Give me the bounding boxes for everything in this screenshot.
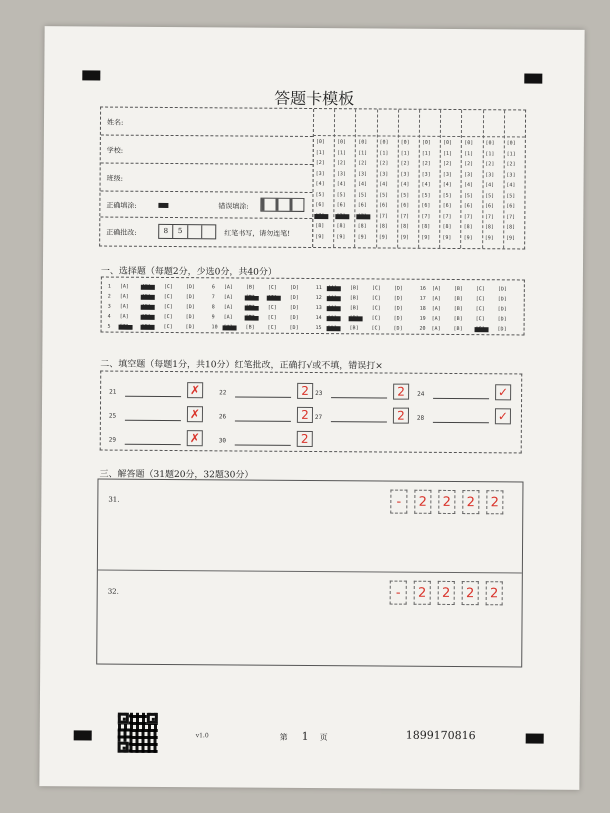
id-bubble: [4] <box>336 181 346 188</box>
mc-option: [A] <box>223 314 233 321</box>
mc-question-number: 20 <box>419 325 426 332</box>
grade-mark: 2 <box>393 408 409 424</box>
essay-score-digit: 2 <box>414 490 431 514</box>
student-id-grid <box>312 109 525 248</box>
id-bubble: [3] <box>464 171 474 178</box>
mc-option-filled <box>141 325 155 330</box>
mc-option: [D] <box>497 326 507 333</box>
grade-mark: ✓ <box>495 408 511 424</box>
id-bubble: [9] <box>399 234 410 241</box>
id-bubble: [1] <box>336 149 347 156</box>
mc-option: [A] <box>431 305 441 312</box>
id-bubble: [0] <box>506 140 516 147</box>
id-bubble: [2] <box>315 160 325 167</box>
id-bubble: [5] <box>400 192 410 199</box>
correct-fill-label: 正确填涂: <box>106 201 137 210</box>
id-bubble: [4] <box>463 182 474 189</box>
correct-grade-label: 正确批改: <box>106 228 137 237</box>
mc-option: [C] <box>371 315 381 322</box>
mc-option: [D] <box>497 286 507 293</box>
wrong-fill-samples <box>260 198 304 212</box>
id-bubble: [0] <box>421 139 431 146</box>
id-bubble: [1] <box>400 150 410 157</box>
id-bubble: [7] <box>421 213 431 220</box>
mc-option: [C] <box>267 324 277 331</box>
id-bubble: [8] <box>484 224 494 231</box>
mc-option: [B] <box>453 295 463 303</box>
mc-option-filled <box>245 296 259 301</box>
mc-option: [B] <box>349 285 359 292</box>
page-prefix: 第 <box>279 732 288 742</box>
id-bubble: [7] <box>506 213 516 220</box>
id-bubble: [9] <box>357 233 367 240</box>
id-bubble: [7] <box>442 213 452 220</box>
id-bubble: [4] <box>421 181 431 188</box>
mc-option: [C] <box>371 325 381 332</box>
essay-score-digit: 2 <box>438 490 455 514</box>
mc-option: [D] <box>393 325 403 332</box>
blank-answer-line <box>235 444 291 445</box>
id-bubble: [0] <box>400 139 410 146</box>
mc-question-number: 12 <box>315 295 322 302</box>
mc-option: [D] <box>185 304 195 311</box>
id-bubble: [3] <box>379 170 389 178</box>
section2-heading: 二、填空题（每题1分，共10分）红笔批改，正确打√或不填，错误打× <box>100 359 383 372</box>
mc-option-filled <box>119 325 133 330</box>
id-bubble: [4] <box>506 182 516 189</box>
mc-question-number: 11 <box>315 285 322 292</box>
id-bubble: [9] <box>442 234 452 241</box>
id-bubble: [0] <box>379 139 389 146</box>
blank-answer-line <box>433 398 489 399</box>
score-digit: 8 <box>159 225 173 238</box>
mc-option-filled <box>475 327 489 332</box>
mc-option: [B] <box>349 295 359 302</box>
mc-option: [C] <box>371 295 381 302</box>
score-boxes <box>158 224 216 239</box>
id-bubble: [9] <box>463 234 473 241</box>
mc-option: [D] <box>185 294 195 301</box>
mc-question-number: 4 <box>107 313 111 320</box>
grade-mark: 2 <box>393 384 409 400</box>
id-bubble: [8] <box>506 224 516 231</box>
school-label: 学校: <box>106 146 124 155</box>
blank-number: 24 <box>417 390 425 398</box>
id-bubble: [4] <box>357 181 368 188</box>
id-bubble: [8] <box>421 223 431 230</box>
mc-option: [C] <box>475 306 485 313</box>
id-bubble: [2] <box>485 161 495 168</box>
id-bubble: [5] <box>315 191 325 198</box>
id-bubble: [8] <box>442 223 452 230</box>
mc-option: [C] <box>163 283 173 291</box>
id-bubble: [4] <box>379 181 389 188</box>
essay-score-digit: 2 <box>462 490 479 514</box>
essay-score-digit: - <box>390 581 407 605</box>
id-bubble: [6] <box>400 202 410 209</box>
blank-answer-line <box>331 421 387 422</box>
mc-option: [B] <box>245 284 255 291</box>
id-bubble-filled <box>314 214 328 219</box>
mc-option-filled <box>141 305 155 310</box>
mc-option-filled <box>223 325 237 330</box>
mc-question-number: 1 <box>107 283 111 290</box>
mc-option-filled <box>327 286 341 291</box>
grade-mark: ✗ <box>187 430 203 446</box>
id-bubble: [2] <box>379 160 389 167</box>
mc-option: [B] <box>349 325 359 332</box>
id-column <box>461 110 463 248</box>
blank-answer-line <box>235 396 291 397</box>
mc-option: [D] <box>289 324 299 331</box>
mc-question-number: 13 <box>315 305 322 312</box>
id-bubble: [8] <box>315 223 325 230</box>
mc-option: [A] <box>119 313 129 320</box>
id-bubble: [6] <box>315 202 325 209</box>
id-bubble: [4] <box>485 182 495 189</box>
mc-option: [C] <box>163 293 173 301</box>
id-bubble: [5] <box>421 192 431 199</box>
mc-option: [A] <box>431 285 441 292</box>
mc-option: [D] <box>393 285 403 292</box>
mc-option: [A] <box>431 325 441 332</box>
id-column <box>397 110 399 248</box>
mc-option: [D] <box>185 284 195 291</box>
id-bubble: [1] <box>442 150 453 157</box>
id-bubble: [5] <box>379 191 389 199</box>
id-bubble: [8] <box>378 223 388 230</box>
blank-number: 30 <box>218 437 227 445</box>
id-bubble: [3] <box>358 170 368 177</box>
id-bubble: [7] <box>400 213 410 220</box>
score-digit <box>188 225 202 238</box>
blank-answer-line <box>433 422 489 423</box>
registration-mark-tl <box>82 70 100 80</box>
essay-score-digit: 2 <box>414 581 431 605</box>
id-bubble: [6] <box>484 203 495 210</box>
mc-option: [D] <box>289 294 299 301</box>
grade-mark: 2 <box>297 383 313 399</box>
mc-option: [D] <box>185 324 195 331</box>
registration-mark-br <box>526 734 544 744</box>
mc-option-filled <box>327 316 341 321</box>
mc-option-filled <box>141 295 155 300</box>
id-bubble: [0] <box>443 139 453 146</box>
page-number: 1 <box>301 729 309 743</box>
id-bubble: [3] <box>400 171 410 178</box>
blank-answer-line <box>331 397 387 398</box>
mc-question-number: 6 <box>211 284 215 291</box>
id-bubble: [8] <box>400 223 410 230</box>
q31-label: 31. <box>108 495 120 504</box>
grade-mark: 2 <box>297 407 313 423</box>
id-bubble: [0] <box>337 139 347 146</box>
id-bubble: [3] <box>442 171 452 178</box>
mc-option: [C] <box>267 284 277 291</box>
id-bubble: [5] <box>463 192 473 199</box>
mc-question-number: 5 <box>107 323 111 330</box>
id-bubble: [2] <box>358 160 368 167</box>
id-bubble: [9] <box>505 234 516 241</box>
id-bubble: [3] <box>336 170 346 177</box>
id-column <box>503 110 505 248</box>
blank-number: 26 <box>218 413 227 421</box>
blank-number: 28 <box>416 414 425 422</box>
id-bubble: [2] <box>336 160 346 167</box>
blank-number: 21 <box>109 388 117 396</box>
mc-option: [D] <box>289 284 299 291</box>
id-bubble: [6] <box>378 202 389 209</box>
id-bubble: [1] <box>421 150 431 157</box>
mc-option-filled <box>349 316 363 321</box>
mc-question-number: 3 <box>107 303 111 310</box>
page-suffix: 页 <box>319 733 328 743</box>
blank-number: 22 <box>219 389 227 397</box>
id-bubble: [0] <box>485 140 495 147</box>
mc-option: [D] <box>393 315 403 322</box>
blank-number: 27 <box>314 414 323 422</box>
id-bubble: [8] <box>463 224 473 231</box>
essay-box <box>96 479 523 668</box>
blank-answer-line <box>125 420 181 421</box>
registration-mark-tr <box>524 73 542 83</box>
id-bubble: [4] <box>400 181 410 188</box>
mc-option-filled <box>267 296 281 301</box>
mc-option: [D] <box>497 316 507 323</box>
fill-blank-box <box>100 371 523 454</box>
id-bubble: [9] <box>421 234 431 241</box>
id-bubble: [9] <box>378 233 388 241</box>
mc-question-number: 10 <box>211 324 218 331</box>
mc-option: [C] <box>267 304 277 311</box>
mc-option: [B] <box>453 285 463 293</box>
blank-answer-line <box>125 444 181 445</box>
qr-code <box>118 713 158 753</box>
mc-option: [D] <box>497 296 507 303</box>
grade-mark: ✓ <box>495 384 511 400</box>
id-bubble: [6] <box>463 203 473 210</box>
grade-mark: ✗ <box>187 382 203 398</box>
id-bubble: [6] <box>506 203 516 210</box>
id-column <box>312 109 314 247</box>
mc-option: [C] <box>163 323 173 331</box>
essay-score-digit: 2 <box>486 581 503 605</box>
score-digit <box>202 225 215 238</box>
wrong-fill-label: 错误填涂: <box>218 202 249 211</box>
id-bubble: [9] <box>484 234 494 241</box>
id-bubble: [1] <box>506 150 516 157</box>
mc-option: [C] <box>371 305 381 312</box>
class-label: 班级: <box>106 174 123 183</box>
mc-question-number: 8 <box>211 304 215 311</box>
mc-option: [C] <box>475 316 485 323</box>
essay-score-digit: 2 <box>486 490 503 514</box>
id-column <box>333 109 335 247</box>
answer-sheet <box>39 26 584 790</box>
id-column <box>376 109 378 247</box>
mc-option: [A] <box>223 304 233 311</box>
mc-option-filled <box>327 306 341 311</box>
multiple-choice-box <box>101 277 525 336</box>
blank-number: 29 <box>108 436 117 444</box>
blank-number: 23 <box>315 390 323 398</box>
id-bubble: [3] <box>421 171 431 178</box>
mc-option: [C] <box>475 286 485 293</box>
registration-mark-bl <box>74 730 92 740</box>
section3-heading: 三、解答题（31题20分，32题30分） <box>99 469 254 481</box>
id-bubble: [8] <box>336 223 346 230</box>
id-bubble: [0] <box>464 140 474 147</box>
id-bubble: [9] <box>315 233 325 240</box>
id-bubble: [8] <box>357 223 367 230</box>
grade-mark: 2 <box>297 431 313 447</box>
mc-option: [A] <box>223 294 233 301</box>
mc-option: [A] <box>431 315 441 322</box>
score-digit: 5 <box>173 225 187 238</box>
q32-label: 32. <box>107 587 119 596</box>
mc-option: [B] <box>245 324 255 331</box>
mc-option: [B] <box>349 305 359 312</box>
blank-number: 25 <box>108 412 117 420</box>
essay-score-digit: 2 <box>438 581 455 605</box>
mc-option: [A] <box>119 303 129 310</box>
mc-question-number: 2 <box>107 293 111 300</box>
id-bubble: [3] <box>315 170 325 177</box>
id-bubble: [3] <box>485 171 495 178</box>
id-bubble: [2] <box>464 161 474 168</box>
id-bubble: [2] <box>506 161 516 168</box>
id-bubble: [1] <box>379 149 389 157</box>
id-bubble: [9] <box>336 233 346 240</box>
info-box <box>99 107 526 250</box>
mc-option-filled <box>141 285 155 290</box>
id-bubble: [5] <box>442 192 452 199</box>
id-bubble: [5] <box>485 192 495 199</box>
id-bubble: [7] <box>378 212 388 220</box>
id-bubble: [0] <box>358 139 368 146</box>
mc-option: [D] <box>289 304 299 311</box>
id-bubble: [5] <box>357 191 367 198</box>
id-bubble-filled <box>357 214 371 219</box>
blank-answer-line <box>235 420 291 421</box>
mc-option: [D] <box>393 305 403 312</box>
mc-option: [C] <box>267 314 277 321</box>
id-bubble: [0] <box>315 139 325 146</box>
id-column <box>439 110 441 248</box>
correct-fill-sample <box>158 203 168 208</box>
mc-option: [C] <box>163 313 173 321</box>
id-bubble: [6] <box>421 202 431 209</box>
mc-question-number: 14 <box>315 315 322 322</box>
version-label: v1.0 <box>195 732 209 740</box>
mc-option: [B] <box>453 305 463 313</box>
id-bubble: [7] <box>463 213 473 220</box>
mc-option: [B] <box>453 325 463 333</box>
name-label: 姓名: <box>106 118 124 127</box>
id-bubble: [7] <box>484 213 494 220</box>
mc-option: [B] <box>453 315 463 323</box>
mc-option: [C] <box>475 296 485 303</box>
id-bubble: [1] <box>464 150 474 157</box>
id-bubble: [4] <box>315 181 325 188</box>
section1-heading: 一、选择题（每题2分，少选0分，共40分） <box>100 266 277 278</box>
id-bubble: [2] <box>421 160 431 167</box>
id-bubble: [1] <box>358 149 368 156</box>
id-bubble: [1] <box>315 149 325 156</box>
page-title: 答题卡模板 <box>274 88 355 109</box>
mc-question-number: 19 <box>419 315 426 322</box>
id-bubble: [6] <box>442 202 452 209</box>
red-pen-note: 红笔书写，请勿连笔! <box>224 229 291 238</box>
mc-option: [D] <box>185 314 195 321</box>
id-bubble: [3] <box>506 171 516 178</box>
mc-option: [C] <box>163 303 173 311</box>
id-bubble: [6] <box>336 202 346 209</box>
mc-option: [D] <box>289 314 299 321</box>
essay-score-digit: 2 <box>462 581 479 605</box>
mc-option: [D] <box>393 295 403 302</box>
mc-option-filled <box>327 326 341 331</box>
mc-option: [A] <box>223 284 233 291</box>
id-bubble: [4] <box>442 181 452 188</box>
id-bubble: [2] <box>400 160 410 167</box>
id-bubble: [1] <box>485 150 495 157</box>
mc-option-filled <box>327 296 341 301</box>
mc-question-number: 16 <box>419 285 426 292</box>
id-bubble: [5] <box>336 191 346 198</box>
id-bubble: [5] <box>506 192 516 199</box>
blank-answer-line <box>125 396 181 397</box>
mc-option-filled <box>245 316 259 321</box>
id-column <box>482 110 484 248</box>
mc-option: [A] <box>119 293 129 300</box>
mc-question-number: 9 <box>211 314 215 321</box>
mc-option: [C] <box>371 285 381 292</box>
mc-question-number: 17 <box>419 295 426 302</box>
mc-option: [A] <box>431 295 441 302</box>
mc-option: [D] <box>497 306 507 313</box>
id-column <box>418 110 420 248</box>
mc-question-number: 7 <box>211 294 215 301</box>
mc-option: [A] <box>119 283 129 290</box>
sheet-id-number: 1899170816 <box>405 728 476 743</box>
essay-score-digit: - <box>390 490 407 514</box>
mc-option-filled <box>141 315 155 320</box>
mc-question-number: 15 <box>315 325 322 332</box>
grade-mark: ✗ <box>187 406 203 422</box>
id-column <box>355 109 357 247</box>
id-bubble: [6] <box>357 202 367 209</box>
mc-option-filled <box>245 306 259 311</box>
mc-question-number: 18 <box>419 305 426 312</box>
id-bubble-filled <box>336 214 350 219</box>
id-bubble: [2] <box>442 160 452 167</box>
